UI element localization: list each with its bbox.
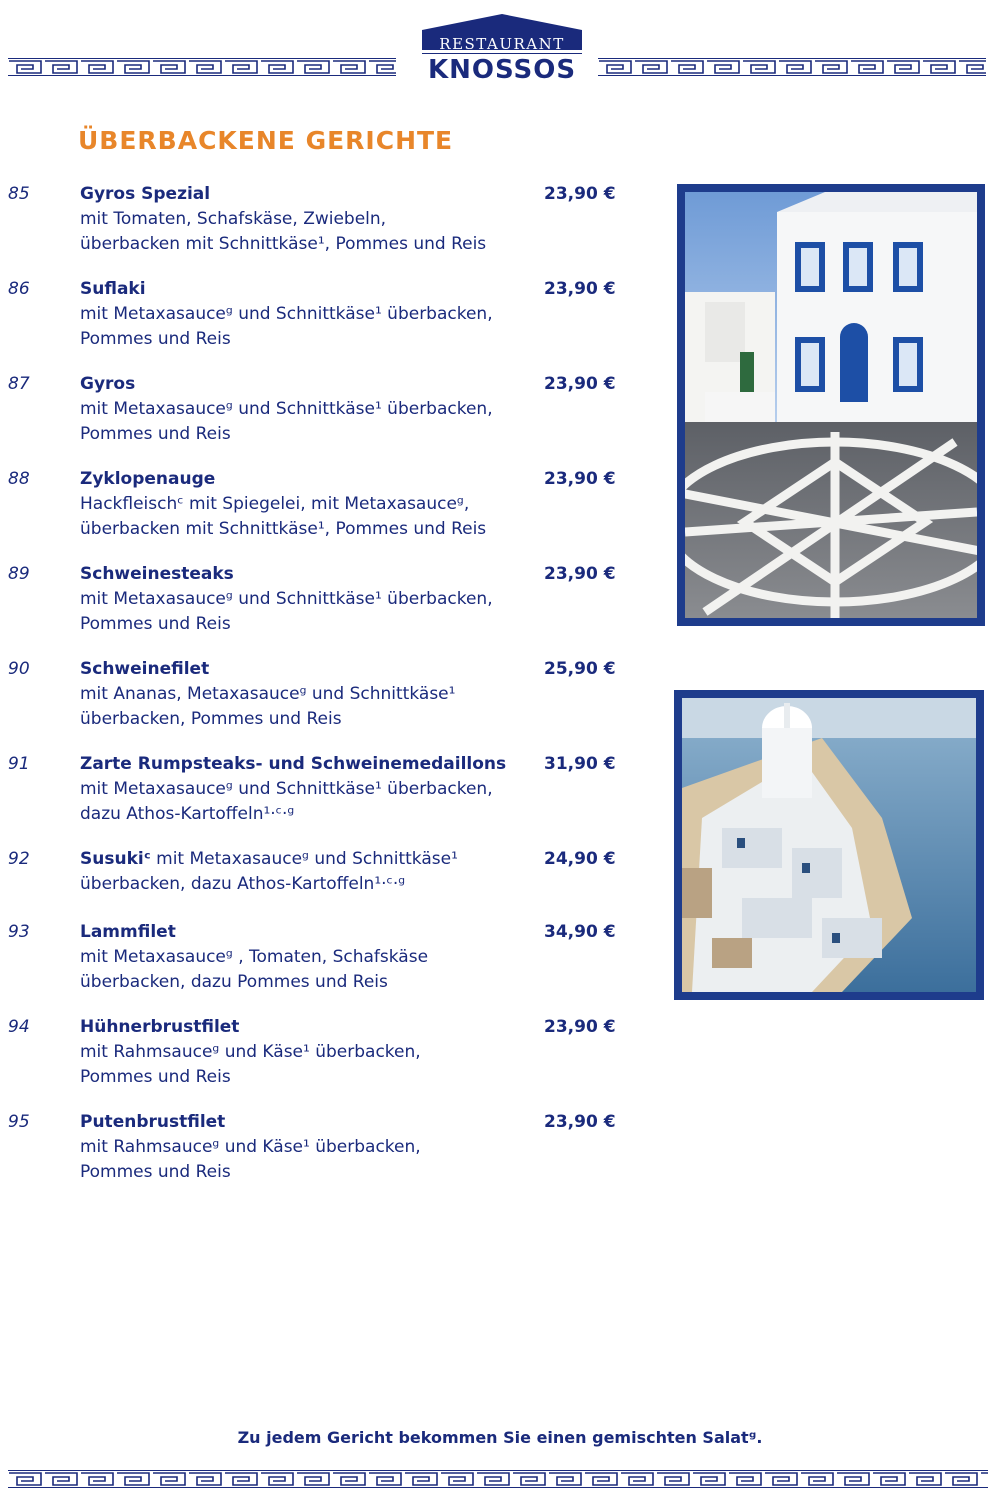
menu-item-body xyxy=(80,182,540,257)
menu-item-name: Hühnerbrustfilet xyxy=(80,1017,240,1037)
menu-item-body xyxy=(80,562,540,637)
menu-item-price: 23,90 € xyxy=(544,564,616,584)
menu-item-name: Schweinesteaks xyxy=(80,564,234,584)
menu-item-number: 93 xyxy=(8,922,30,942)
menu-item-description-line: mit Metaxasauceᵍ , Tomaten, Schafskäse xyxy=(80,947,429,967)
menu-item-number: 95 xyxy=(8,1112,30,1132)
menu-item-title-line xyxy=(80,752,540,777)
menu-item-description-line: dazu Athos-Kartoffeln¹·ᶜ·ᵍ xyxy=(80,804,295,824)
menu-item-name-suffix: mit Metaxasauceᵍ und Schnittkäse¹ xyxy=(150,849,458,869)
photo-chapel-courtyard xyxy=(677,184,985,626)
menu-item-description-line: überbacken mit Schnittkäse¹, Pommes und Reis xyxy=(80,519,487,539)
menu-item-description-line: Pommes und Reis xyxy=(80,424,231,444)
menu-item-number: 92 xyxy=(8,849,30,869)
menu-item-description-line: mit Metaxasauceᵍ und Schnittkäse¹ überbacken, xyxy=(80,399,493,419)
menu-item-body xyxy=(80,467,540,542)
menu-item-title-line xyxy=(80,1110,540,1135)
menu-item-body xyxy=(80,277,540,352)
menu-item-description-line: überbacken mit Schnittkäse¹, Pommes und Reis xyxy=(80,234,487,254)
restaurant-logo xyxy=(418,12,586,85)
menu-item-title-line xyxy=(80,920,540,945)
menu-item-description-line: mit Metaxasauceᵍ und Schnittkäse¹ überbacken, xyxy=(80,589,493,609)
menu-item-body xyxy=(80,920,540,995)
menu-item-description-line: überbacken, Pommes und Reis xyxy=(80,709,342,729)
menu-item-description-line: mit Rahmsauceᵍ und Käse¹ überbacken, xyxy=(80,1042,421,1062)
menu-item-description-line: Hackfleischᶜ mit Spiegelei, mit Metaxasauceᵍ, xyxy=(80,494,470,514)
menu-item-title-line xyxy=(80,182,540,207)
menu-item-price: 25,90 € xyxy=(544,659,616,679)
logo-name-text: KNOSSOS xyxy=(427,55,577,85)
menu-item-title-line xyxy=(80,467,540,492)
menu-item-number: 94 xyxy=(8,1017,30,1037)
menu-item-title-line xyxy=(80,1015,540,1040)
menu-item-body xyxy=(80,372,540,447)
menu-item-name: Schweinefilet xyxy=(80,659,210,679)
menu-item-body xyxy=(80,752,540,827)
menu-item-name: Lammfilet xyxy=(80,922,176,942)
photo-santorini-coast xyxy=(674,690,984,1000)
menu-item-name: Zarte Rumpsteaks- und Schweinemedaillons xyxy=(80,754,507,774)
menu-item-title-line xyxy=(80,847,540,872)
menu-item-number: 91 xyxy=(8,754,30,774)
menu-item-name: Suflaki xyxy=(80,279,146,299)
menu-item-price: 23,90 € xyxy=(544,279,616,299)
footer-meander xyxy=(8,1470,988,1488)
menu-item-price: 34,90 € xyxy=(544,922,616,942)
menu-item-body xyxy=(80,1110,540,1185)
menu-item-price: 23,90 € xyxy=(544,469,616,489)
menu-item-price: 24,90 € xyxy=(544,849,616,869)
footer-salad-note: Zu jedem Gericht bekommen Sie einen gemischten Salatᵍ. xyxy=(237,1428,763,1447)
menu-item-description-line: mit Tomaten, Schafskäse, Zwiebeln, xyxy=(80,209,387,229)
menu-item-price: 23,90 € xyxy=(544,1112,616,1132)
menu-item-description-line: überbacken, dazu Athos-Kartoffeln¹·ᶜ·ᵍ xyxy=(80,874,406,894)
menu-item-description-line: Pommes und Reis xyxy=(80,1162,231,1182)
menu-item-price: 23,90 € xyxy=(544,374,616,394)
menu-item-name: Gyros Spezial xyxy=(80,184,211,204)
logo-restaurant-text: RESTAURANT xyxy=(439,35,565,53)
menu-item-body xyxy=(80,1015,540,1090)
menu-item-number: 89 xyxy=(8,564,30,584)
chapel-courtyard-image xyxy=(685,192,977,618)
menu-item-description-line: überbacken, dazu Pommes und Reis xyxy=(80,972,388,992)
menu-item-name: Putenbrustfilet xyxy=(80,1112,226,1132)
menu-item-name: Zyklopenauge xyxy=(80,469,216,489)
santorini-coast-image xyxy=(682,698,976,992)
menu-item-price: 31,90 € xyxy=(544,754,616,774)
menu-item-description-line: mit Metaxasauceᵍ und Schnittkäse¹ überbacken, xyxy=(80,779,493,799)
menu-item-number: 87 xyxy=(8,374,30,394)
menu-item-name: Gyros xyxy=(80,374,136,394)
menu-item-description-line: mit Rahmsauceᵍ und Käse¹ überbacken, xyxy=(80,1137,421,1157)
menu-item-description-line: Pommes und Reis xyxy=(80,614,231,634)
menu-item-body xyxy=(80,847,540,897)
menu-item-description-line: mit Ananas, Metaxasauceᵍ und Schnittkäse¹ xyxy=(80,684,456,704)
menu-item-description-line: mit Metaxasauceᵍ und Schnittkäse¹ überbacken, xyxy=(80,304,493,324)
menu-item-number: 86 xyxy=(8,279,30,299)
menu-item-number: 85 xyxy=(8,184,30,204)
menu-item-title-line xyxy=(80,372,540,397)
header-meander-right xyxy=(598,58,986,76)
menu-item-price: 23,90 € xyxy=(544,1017,616,1037)
menu-item-name: Susukiᶜ xyxy=(80,849,151,869)
menu-item-description-line: Pommes und Reis xyxy=(80,329,231,349)
menu-item-description-line: Pommes und Reis xyxy=(80,1067,231,1087)
menu-item-number: 88 xyxy=(8,469,30,489)
menu-item-title-line xyxy=(80,277,540,302)
section-title: ÜBERBACKENE GERICHTE xyxy=(78,126,454,155)
menu-item-body xyxy=(80,657,540,732)
menu-item-title-line xyxy=(80,657,540,682)
menu-item-title-line xyxy=(80,562,540,587)
menu-item-price: 23,90 € xyxy=(544,184,616,204)
menu-item-number: 90 xyxy=(8,659,30,679)
header-meander-left xyxy=(8,58,396,76)
